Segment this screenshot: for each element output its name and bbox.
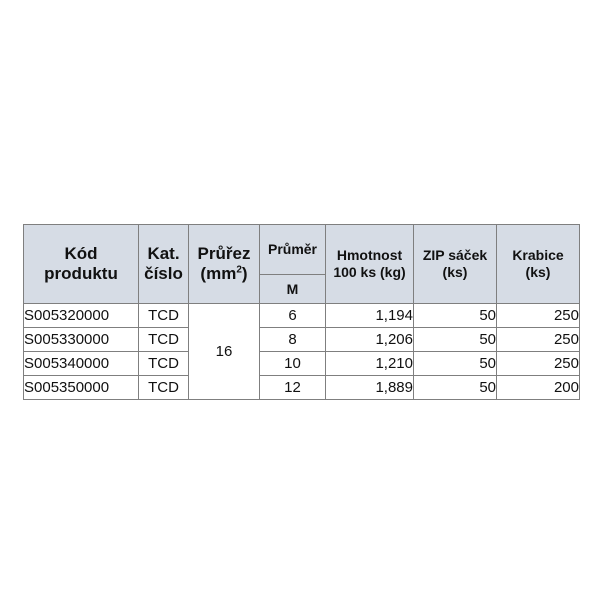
- cell-catalog-number: TCD: [139, 352, 189, 376]
- cell-zip-bag: 50: [414, 304, 497, 328]
- cell-catalog-number: TCD: [139, 376, 189, 400]
- table-row: [24, 328, 580, 352]
- cell-diameter: 8: [260, 328, 326, 352]
- cell-product-code: S005350000: [24, 376, 139, 400]
- header-product-code-line1: Kód: [64, 243, 98, 263]
- cell-diameter: 6: [260, 304, 326, 328]
- cross-unit-close: ): [241, 264, 248, 283]
- table-row: [24, 352, 580, 376]
- header-weight-line1: Hmotnost: [336, 247, 403, 264]
- cell-diameter: 10: [260, 352, 326, 376]
- header-product-code-line2: produktu: [44, 264, 118, 283]
- header-cross-section-unit: [200, 264, 247, 283]
- table-row: [24, 376, 580, 400]
- header-diameter: Průměr: [260, 225, 326, 275]
- header-weight-line2: 100 ks (kg): [333, 264, 406, 280]
- header-catalog-number: [139, 225, 189, 304]
- cell-product-code: S005330000: [24, 328, 139, 352]
- header-zip-bag: [414, 225, 497, 304]
- cross-unit-open: (mm: [200, 264, 237, 283]
- cell-box: 250: [497, 328, 580, 352]
- header-cross-section-line1: Průřez: [197, 243, 251, 263]
- cell-cross-section: 16: [189, 304, 260, 400]
- cell-diameter: 12: [260, 376, 326, 400]
- header-box: [497, 225, 580, 304]
- cell-weight: 1,206: [326, 328, 414, 352]
- cell-box: 250: [497, 304, 580, 328]
- product-spec-table: [23, 224, 580, 400]
- cell-zip-bag: 50: [414, 328, 497, 352]
- cell-catalog-number: TCD: [139, 304, 189, 328]
- header-product-code: [24, 225, 139, 304]
- cell-weight: 1,210: [326, 352, 414, 376]
- header-cross-section: [189, 225, 260, 304]
- cell-product-code: S005320000: [24, 304, 139, 328]
- table-body: [24, 304, 580, 400]
- header-catalog-number-line2: číslo: [144, 264, 183, 283]
- header-diameter-sub: M: [260, 275, 326, 304]
- header-weight: [326, 225, 414, 304]
- header-zip-bag-line1: ZIP sáček: [422, 247, 488, 264]
- cell-zip-bag: 50: [414, 376, 497, 400]
- cell-product-code: S005340000: [24, 352, 139, 376]
- cell-catalog-number: TCD: [139, 328, 189, 352]
- header-catalog-number-line1: Kat.: [147, 243, 180, 263]
- header-box-line1: Krabice: [512, 247, 564, 264]
- header-box-line2: (ks): [525, 264, 551, 280]
- cell-weight: 1,194: [326, 304, 414, 328]
- cell-box: 250: [497, 352, 580, 376]
- cross-unit-superscript: 2: [236, 264, 242, 276]
- table-row: [24, 304, 580, 328]
- table-header: [24, 225, 580, 304]
- cell-box: 200: [497, 376, 580, 400]
- cell-weight: 1,889: [326, 376, 414, 400]
- cell-zip-bag: 50: [414, 352, 497, 376]
- header-zip-bag-line2: (ks): [442, 264, 468, 280]
